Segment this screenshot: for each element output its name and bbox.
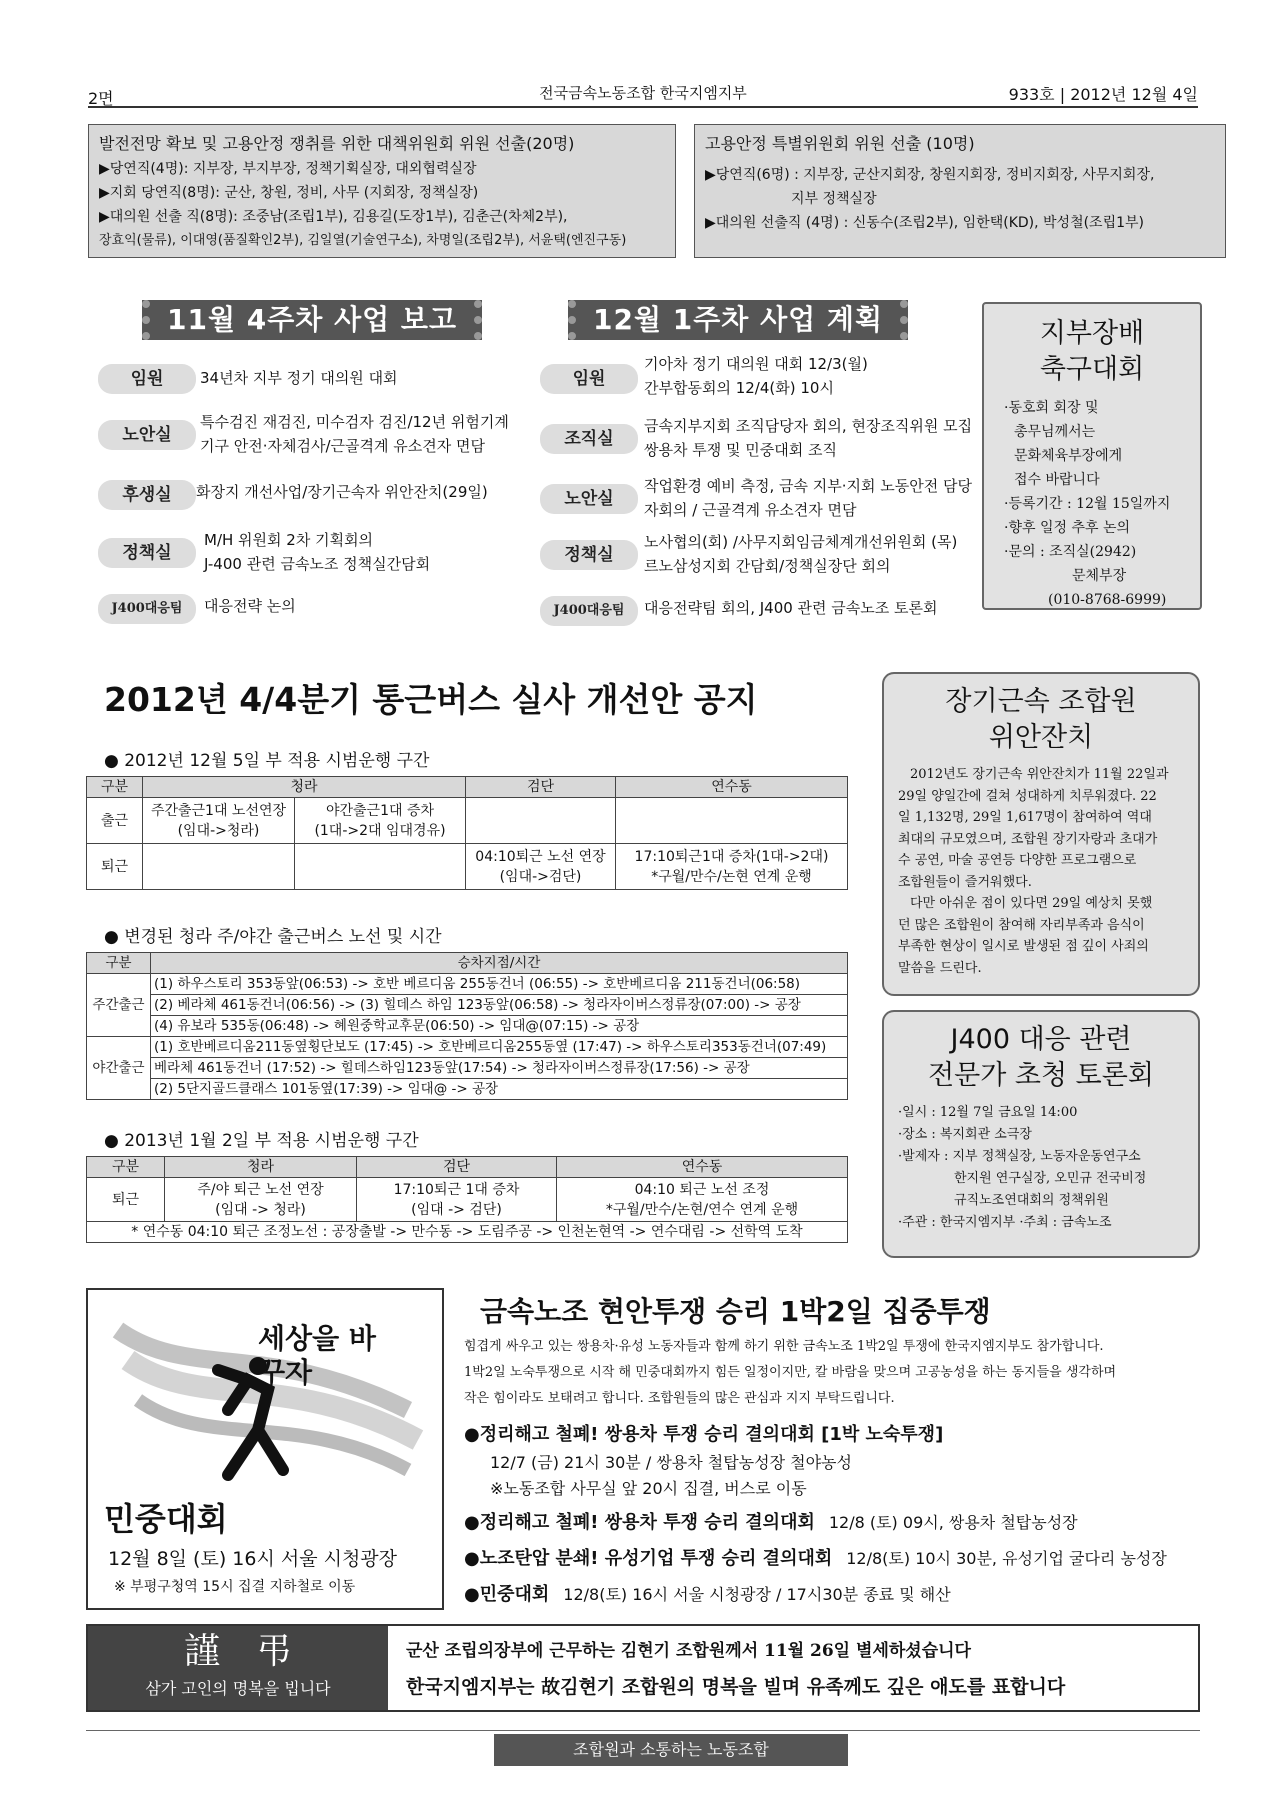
page-number: 2면 <box>88 89 114 108</box>
issue-date: 933호 | 2012년 12월 4일 <box>1008 85 1198 104</box>
poster-date: 12월 8일 (토) 16시 서울 시청광장 <box>108 1548 398 1570</box>
condolence-line2: 한국지엠지부는 故김현기 조합원의 명복을 빌며 유족께도 깊은 애도를 표합니다 <box>406 1676 1066 1698</box>
committee1-box <box>88 124 676 258</box>
plan-label: 조직실 <box>540 424 638 454</box>
condolence-line1: 군산 조립의장부에 근무하는 김현기 조합원께서 11월 26일 별세하셨습니다 <box>406 1641 971 1661</box>
soccer-title: 축구대회 <box>1039 354 1145 385</box>
plan-banner: 12월 1주차 사업 계획 <box>568 300 908 340</box>
plan-text: 기아차 정기 대의원 대회 12/3(월) 간부합동회의 12/4(화) 10시 <box>644 355 868 397</box>
rally-intro: 힘겹게 싸우고 있는 쌍용차·유성 노동자들과 함께 하기 위한 금속노조 1박2일 투쟁에 한국지엠지부도 참가합니다. 1박2일 노숙투쟁으로 시작 해 민중대회까지 힘든 일정이지만, 칼 바람을 맞으며 고공농성을 하는 동지들을 생각하며 작은 힘이라도 보태려고 합니다. 조합원들의 많은 관심과 지지 부탁드립니다. <box>464 1339 1117 1406</box>
condolence-title: 謹 弔 <box>183 1631 292 1672</box>
report-banner: 11월 4주차 사업 보고 <box>142 300 482 340</box>
footer-slogan: 조합원과 소통하는 노동조합 <box>494 1734 848 1766</box>
report-text: 화장지 개선사업/장기근속자 위안잔치(29일) <box>196 483 488 501</box>
condolence-header <box>88 1626 388 1710</box>
report-label: J400대응팀 <box>98 594 196 624</box>
condolence-box <box>86 1624 1200 1712</box>
plan-text: 금속지부지회 조직담당자 회의, 현장조직위원 모집 쌍용차 투쟁 및 민중대회 조직 <box>644 417 973 459</box>
footer-rule <box>86 1730 1200 1731</box>
forum-title: 전문가 초청 토론회 <box>928 1060 1154 1091</box>
report-label: 임원 <box>98 364 196 394</box>
rally-poster <box>86 1288 444 1610</box>
condolence-sub: 삼가 고인의 명복을 빕니다 <box>145 1679 331 1698</box>
bus-table1: 구분 청라 검단 연수동 출근 주간출근1대 노선연장 (임대->청라) 야간출근1대 증차 (1대->2대 임대경유) 퇴근 04:10퇴근 노선 연장 (임대->검단) 17:10퇴근1대 증차(1대->2대) *구월/만수/논현 연계 운행 <box>86 776 848 890</box>
event2: ●정리해고 철폐! 쌍용차 투쟁 승리 결의대회 12/8 (토) 09시, 쌍용차 철탑농성장 <box>464 1512 1078 1533</box>
event1-line: 12/7 (금) 21시 30분 / 쌍용차 철탑농성장 철야농성 <box>490 1453 852 1472</box>
bus-section3: ● 2013년 1월 2일 부 적용 시범운행 구간 <box>104 1131 419 1151</box>
rally-title: 금속노조 현안투쟁 승리 1박2일 집중투쟁 <box>480 1295 991 1328</box>
longservice-title: 장기근속 조합원 <box>945 686 1137 717</box>
longservice-box <box>882 672 1200 996</box>
bus-section2: ● 변경된 청라 주/야간 출근버스 노선 및 시간 <box>104 927 442 947</box>
committee1-line: ▶당연직(4명): 지부장, 부지부장, 정책기획실장, 대외협력실장 <box>99 161 477 177</box>
poster-note: ※ 부평구청역 15시 집결 지하철로 이동 <box>114 1579 356 1595</box>
report-text: 대응전략 논의 <box>204 597 296 615</box>
forum-box <box>882 1010 1200 1258</box>
report-label: 후생실 <box>98 480 196 510</box>
committee2-line: 지부 정책실장 <box>791 191 877 207</box>
plan-text: 노사협의(회) /사무지회임금체계개선위원회 (목) 르노삼성지회 간담회/정책실장단 회의 <box>644 533 958 575</box>
soccer-title: 지부장배 <box>1039 318 1145 349</box>
event3: ●노조탄압 분쇄! 유성기업 투쟁 승리 결의대회 12/8(토) 10시 30분, 유성기업 굴다리 농성장 <box>464 1548 1167 1569</box>
poster-title: 민중대회 <box>104 1500 228 1538</box>
report-text: M/H 위원회 2차 기획회의 J-400 관련 금속노조 정책실간담회 <box>204 531 431 573</box>
longservice-title: 위안잔치 <box>988 722 1094 753</box>
plan-label: 임원 <box>540 364 638 394</box>
plan-label: 정책실 <box>540 540 638 570</box>
report-text: 특수검진 재검진, 미수검자 검진/12년 위험기계 기구 안전·자체검사/근골격계 유소견자 면담 <box>200 413 509 455</box>
plan-text: 대응전략팀 회의, J400 관련 금속노조 토론회 <box>644 599 938 617</box>
report-label: 정책실 <box>98 538 196 568</box>
committee1-title: 발전전망 확보 및 고용안정 쟁취를 위한 대책위원회 위원 선출(20명) <box>99 134 575 153</box>
report-text: 34년차 지부 정기 대의원 대회 <box>200 369 398 387</box>
org-name: 전국금속노동조합 한국지엠지부 <box>539 84 747 102</box>
soccer-info: ·동호회 회장 및 총무님께서는 문화체육부장에게 접수 바랍니다 ·등록기간 : 12월 15일까지 ·향후 일정 추후 논의 ·문의 : 조직실(2942) 문체부장 (010-8768-6999) <box>1004 400 1171 608</box>
poster-slogan: 세상을 바꾸자 <box>258 1322 376 1389</box>
committee1-line: ▶지회 당연직(8명): 군산, 창원, 정비, 사무 (지회장, 정책실장) <box>99 185 479 201</box>
plan-label: 노안실 <box>540 484 638 514</box>
plan-label: J400대응팀 <box>540 596 638 626</box>
page-header <box>88 78 1198 108</box>
committee2-line: ▶대의원 선출직 (4명) : 신동수(조립2부), 임한택(KD), 박성철(조립1부) <box>705 215 1144 231</box>
bus-table2: 구분 승차지점/시간 주간출근 (1) 하우스토리 353동앞(06:53) -> 호반 베르디움 255동건너 (06:55) -> 호반베르디움 211동건너(06:58) (2) 베라체 461동건너(06:56) -> (3) 힐데스 하임 123동앞(06:58) -> 청라자이버스정류장(07:00) -> 공장 (4) 유보라 535동(06:48) -> 혜원중학교후문(06:50) -> 임대@(07:15) -> 공장 야간출근 (1) 호반베르디움211동옆횡단보도 (17:45) -> 호반베르디움255동옆 (17:47) -> 하우스토리353동건너(07:49) 베라체 461동건너 (17:52) -> 힐데스하임123동앞(17:54) -> 청라자이버스정류장(17:56) -> 공장 (2) 5단지골드클래스 101동옆(17:39) -> 임대@ -> 공장 <box>86 952 848 1100</box>
forum-info: ·일시 : 12월 7일 금요일 14:00 ·장소 : 복지회관 소극장 ·발제자 : 지부 정책실장, 노동자운동연구소 한지원 연구실장, 오민규 전국비정 규직노조연대회의 정책위원 ·주관 : 한국지엠지부 ·주최 : 금속노조 <box>898 1105 1147 1230</box>
event4: ●민중대회 12/8(토) 16시 서울 시청광장 / 17시30분 종료 및 해산 <box>464 1584 951 1605</box>
soccer-box <box>982 302 1202 610</box>
forum-title: J400 대응 관련 <box>950 1024 1132 1055</box>
committee1-line: ▶대의원 선출 직(8명): 조중남(조립1부), 김용길(도장1부), 김춘근(차체2부), <box>99 209 568 225</box>
report-label: 노안실 <box>98 420 196 450</box>
bus-title: 2012년 4/4분기 통근버스 실사 개선안 공지 <box>104 680 758 719</box>
committee2-title: 고용안정 특별위원회 위원 선출 (10명) <box>705 134 975 153</box>
committee1-line: 장효익(물류), 이대영(품질확인2부), 김일열(기술연구소), 차명일(조립2부), 서윤택(엔진구동) <box>99 233 627 248</box>
bus-table3: 구분 청라 검단 연수동 퇴근 주/야 퇴근 노선 연장 (임대 -> 청라) 17:10퇴근 1대 증차 (임대 -> 검단) 04:10 퇴근 노선 조정 *구월/만수/논현/연수 연계 운행 * 연수동 04:10 퇴근 조정노선 : 공장출발 -> 만수동 -> 도림주공 -> 인천논현역 -> 연수대림 -> 선학역 도착 <box>86 1156 848 1243</box>
event1-line: ※노동조합 사무실 앞 20시 집결, 버스로 이동 <box>490 1479 807 1498</box>
bus-section1: ● 2012년 12월 5일 부 적용 시범운행 구간 <box>104 751 430 771</box>
longservice-body: 2012년도 장기근속 위안잔치가 11월 22일과 29일 양일간에 걸쳐 성대하게 치루워졌다. 22 일 1,132명, 29일 1,617명이 참여하여 역대 최대의 규모였으며, 조합원 장기자랑과 초대가 수 공연, 마술 공연등 다양한 프로그램으로 조합원들이 즐거워했다. 다만 아쉬운 점이 있다면 29일 예상치 못했 던 많은 조합원이 참여해 자리부족과 음식이 부족한 현상이 일시로 발생된 점 깊이 사죄의 말씀을 드린다. <box>898 767 1169 976</box>
plan-text: 작업환경 예비 측정, 금속 지부·지회 노동안전 담당 자회의 / 근골격계 유소견자 면담 <box>644 477 972 519</box>
committee2-box <box>694 124 1226 258</box>
event1-title: ●정리해고 철폐! 쌍용차 투쟁 승리 결의대회 [1박 노숙투쟁] <box>464 1424 944 1445</box>
committee2-line: ▶당연직(6명) : 지부장, 군산지회장, 창원지회장, 정비지회장, 사무지회장, <box>705 167 1155 183</box>
